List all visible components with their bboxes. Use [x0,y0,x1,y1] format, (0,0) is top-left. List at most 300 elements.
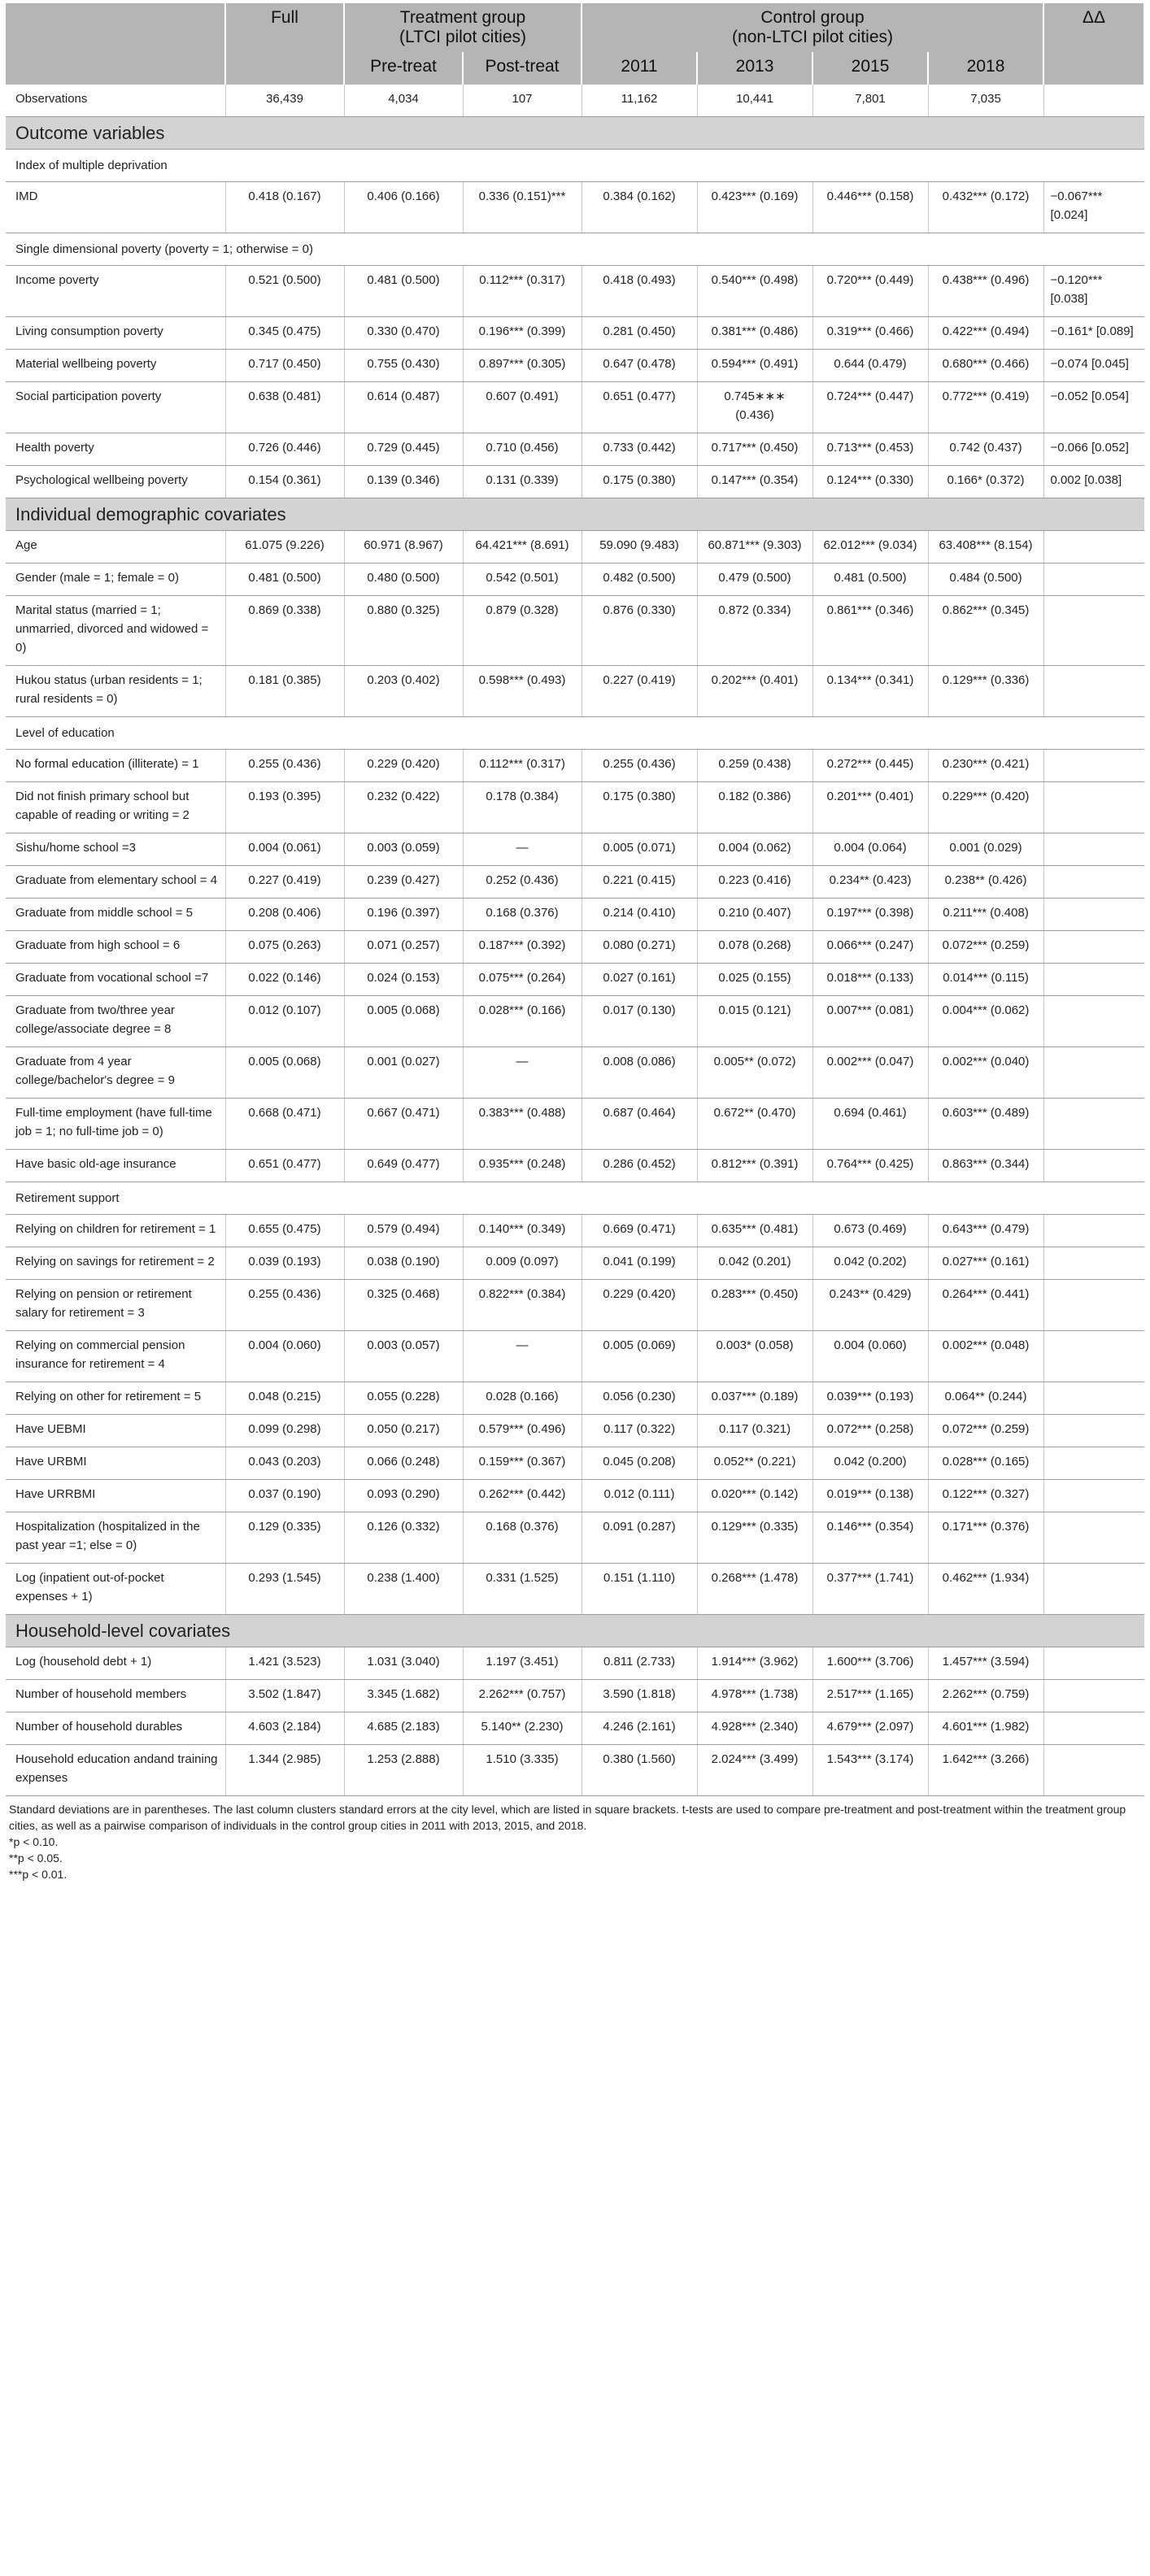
table-cell: 3.345 (1.682) [344,1680,463,1712]
section-header-row [6,117,1144,150]
table-cell: 0.479 (0.500) [697,564,812,596]
table-cell: 1.510 (3.335) [463,1745,582,1796]
table-cell: 0.227 (0.419) [225,866,344,899]
row-label: Hospitalization (hospitalized in the past year =1; else = 0) [6,1512,225,1564]
table-cell [1043,596,1144,666]
table-cell: 0.651 (0.477) [225,1150,344,1182]
table-cell [1043,1150,1144,1182]
header-treatment-title: Treatment group [399,8,526,27]
table-cell: 0.672** (0.470) [697,1099,812,1150]
table-row [6,433,1144,466]
table-cell: 1.457*** (3.594) [928,1647,1043,1680]
table-cell: 0.151 (1.110) [582,1564,697,1615]
row-label: Have URRBMI [6,1480,225,1512]
table-cell: 0.004 (0.062) [697,833,812,866]
table-cell: 0.210 (0.407) [697,899,812,931]
table-cell: 0.281 (0.450) [582,317,697,350]
table-cell: 0.462*** (1.934) [928,1564,1043,1615]
table-cell: 0.038 (0.190) [344,1247,463,1280]
table-row [6,964,1144,996]
row-label: Age [6,531,225,564]
table-cell: 0.027 (0.161) [582,964,697,996]
table-cell: 4.603 (2.184) [225,1712,344,1745]
table-cell: 0.122*** (0.327) [928,1480,1043,1512]
table-row [6,1564,1144,1615]
table-cell: 0.005 (0.068) [344,996,463,1047]
table-cell: 0.175 (0.380) [582,782,697,833]
table-cell: 0.594*** (0.491) [697,350,812,382]
row-label: Have UEBMI [6,1415,225,1447]
table-row [6,382,1144,433]
table-row [6,833,1144,866]
header-year-2011: 2011 [582,52,697,85]
row-label: Psychological wellbeing poverty [6,466,225,498]
table-cell: 0.050 (0.217) [344,1415,463,1447]
row-label: Health poverty [6,433,225,466]
table-cell: 0.129*** (0.335) [697,1512,812,1564]
table-cell: 0.668 (0.471) [225,1099,344,1150]
table-cell: 0.002 [0.038] [1043,466,1144,498]
table-row [6,1150,1144,1182]
row-label: Observations [6,85,225,117]
table-cell: 0.669 (0.471) [582,1215,697,1247]
table-cell: 0.667 (0.471) [344,1099,463,1150]
table-cell [1043,1047,1144,1099]
table-cell: 0.480 (0.500) [344,564,463,596]
table-row [6,1647,1144,1680]
table-cell: 0.003 (0.057) [344,1331,463,1382]
row-label: Social participation poverty [6,382,225,433]
table-cell: 0.381*** (0.486) [697,317,812,350]
table-cell: 0.196 (0.397) [344,899,463,931]
table-cell: 0.131 (0.339) [463,466,582,498]
table-cell: 4.928*** (2.340) [697,1712,812,1745]
table-cell: 0.196*** (0.399) [463,317,582,350]
table-cell: 4.685 (2.183) [344,1712,463,1745]
table-cell: 0.755 (0.430) [344,350,463,382]
table-cell: 0.229 (0.420) [582,1280,697,1331]
table-cell: 0.168 (0.376) [463,1512,582,1564]
table-cell: −0.161* [0.089] [1043,317,1144,350]
table-cell: 0.863*** (0.344) [928,1150,1043,1182]
table-cell: 0.214 (0.410) [582,899,697,931]
table-cell [1043,1680,1144,1712]
table-cell: 0.019*** (0.138) [812,1480,928,1512]
table-cell: 7,801 [812,85,928,117]
table-cell: 0.037*** (0.189) [697,1382,812,1415]
table-cell: 0.418 (0.167) [225,182,344,233]
header-pre-treat: Pre-treat [344,52,463,85]
table-cell: — [463,1331,582,1382]
row-label: IMD [6,182,225,233]
table-cell: 0.876 (0.330) [582,596,697,666]
table-cell: 0.091 (0.287) [582,1512,697,1564]
table-cell: 0.146*** (0.354) [812,1512,928,1564]
table-header [6,3,1144,85]
table-cell: 0.579 (0.494) [344,1215,463,1247]
table-cell: 0.129*** (0.336) [928,666,1043,717]
table-cell: 1.543*** (3.174) [812,1745,928,1796]
table-cell [1043,1564,1144,1615]
row-label: Household education andand training expenses [6,1745,225,1796]
row-label: Full-time employment (have full-time job = 1; no full-time job = 0) [6,1099,225,1150]
table-cell: 0.099 (0.298) [225,1415,344,1447]
table-cell: 0.481 (0.500) [344,266,463,317]
table-cell: — [463,1047,582,1099]
header-stub [6,3,225,52]
header-year-2015: 2015 [812,52,928,85]
table-cell: 0.201*** (0.401) [812,782,928,833]
header-year-2018: 2018 [928,52,1043,85]
table-cell: 0.147*** (0.354) [697,466,812,498]
table-cell: 0.484 (0.500) [928,564,1043,596]
table-cell: — [463,833,582,866]
table-cell: 1.914*** (3.962) [697,1647,812,1680]
table-cell: 0.014*** (0.115) [928,964,1043,996]
table-cell [1043,1415,1144,1447]
table-cell: 0.005 (0.068) [225,1047,344,1099]
table-cell: 0.238** (0.426) [928,866,1043,899]
table-cell: 0.056 (0.230) [582,1382,697,1415]
table-cell: 0.025 (0.155) [697,964,812,996]
table-cell: 0.159*** (0.367) [463,1447,582,1480]
row-label: Number of household members [6,1680,225,1712]
table-cell: 0.012 (0.111) [582,1480,697,1512]
table-cell: 0.264*** (0.441) [928,1280,1043,1331]
table-cell: −0.052 [0.054] [1043,382,1144,433]
row-label: Number of household durables [6,1712,225,1745]
note-line: ***p < 0.01. [9,1868,68,1881]
table-cell: 0.041 (0.199) [582,1247,697,1280]
table-cell: 0.255 (0.436) [225,750,344,782]
table-cell: 0.117 (0.321) [697,1415,812,1447]
table-cell [1043,1280,1144,1331]
table-cell: 1.344 (2.985) [225,1745,344,1796]
table-cell: 0.052** (0.221) [697,1447,812,1480]
table-row [6,782,1144,833]
table-cell: 0.005** (0.072) [697,1047,812,1099]
table-row [6,1512,1144,1564]
table-cell: 0.154 (0.361) [225,466,344,498]
row-label: Marital status (married = 1; unmarried, divorced and widowed = 0) [6,596,225,666]
table-row [6,1047,1144,1099]
table-cell: 1.600*** (3.706) [812,1647,928,1680]
section-label: Outcome variables [6,117,1144,150]
table-cell: 61.075 (9.226) [225,531,344,564]
table-cell [1043,996,1144,1047]
summary-statistics-table [6,3,1145,1796]
table-cell: 0.001 (0.029) [928,833,1043,866]
table-cell: 0.124*** (0.330) [812,466,928,498]
table-cell: 0.202*** (0.401) [697,666,812,717]
table-cell: 0.872 (0.334) [697,596,812,666]
table-cell: 0.223 (0.416) [697,866,812,899]
table-cell: 0.255 (0.436) [225,1280,344,1331]
table-cell: 0.221 (0.415) [582,866,697,899]
row-label: Hukou status (urban residents = 1; rural residents = 0) [6,666,225,717]
subsection-label: Retirement support [6,1182,1144,1215]
table-cell: 0.039 (0.193) [225,1247,344,1280]
section-header-row [6,1615,1144,1647]
table-cell [1043,666,1144,717]
table-cell: 0.579*** (0.496) [463,1415,582,1447]
table-cell: 0.075*** (0.264) [463,964,582,996]
table-cell: 0.002*** (0.048) [928,1331,1043,1382]
table-cell: 0.377*** (1.741) [812,1564,928,1615]
table-cell: 0.028*** (0.166) [463,996,582,1047]
table-cell: 0.384 (0.162) [582,182,697,233]
table-cell: 0.112*** (0.317) [463,266,582,317]
table-row [6,1447,1144,1480]
table-row [6,1215,1144,1247]
table-cell [1043,1512,1144,1564]
table-cell: 0.055 (0.228) [344,1382,463,1415]
subsection-label: Index of multiple deprivation [6,150,1144,182]
table-row [6,866,1144,899]
table-cell: 0.020*** (0.142) [697,1480,812,1512]
table-cell: 0.655 (0.475) [225,1215,344,1247]
table-cell: 0.647 (0.478) [582,350,697,382]
table-cell: 0.075 (0.263) [225,931,344,964]
header-full-2 [225,52,344,85]
table-cell: 2.024*** (3.499) [697,1745,812,1796]
row-label: Graduate from high school = 6 [6,931,225,964]
table-cell: 11,162 [582,85,697,117]
table-cell: 0.178 (0.384) [463,782,582,833]
table-cell: 0.238 (1.400) [344,1564,463,1615]
table-cell: 2.262*** (0.757) [463,1680,582,1712]
row-label: Graduate from vocational school =7 [6,964,225,996]
table-cell: 0.422*** (0.494) [928,317,1043,350]
row-label: Relying on commercial pension insurance for retirement = 4 [6,1331,225,1382]
table-cell: 0.139 (0.346) [344,466,463,498]
table-cell: 0.003* (0.058) [697,1331,812,1382]
table-cell: 0.481 (0.500) [225,564,344,596]
table-cell: −0.066 [0.052] [1043,433,1144,466]
table-cell: 0.168 (0.376) [463,899,582,931]
table-cell: 0.880 (0.325) [344,596,463,666]
table-cell: 0.129 (0.335) [225,1512,344,1564]
table-cell: 0.687 (0.464) [582,1099,697,1150]
table-cell: 2.262*** (0.759) [928,1680,1043,1712]
table-cell: 0.004 (0.061) [225,833,344,866]
table-row [6,596,1144,666]
table-cell: 0.042 (0.200) [812,1447,928,1480]
table-cell: 62.012*** (9.034) [812,531,928,564]
header-treatment-subtitle: (LTCI pilot cities) [399,28,526,46]
table-cell: 0.482 (0.500) [582,564,697,596]
table-cell: 0.542 (0.501) [463,564,582,596]
table-cell: 3.502 (1.847) [225,1680,344,1712]
table-cell: 0.072*** (0.259) [928,931,1043,964]
header-control-subtitle: (non-LTCI pilot cities) [732,28,894,46]
table-cell: 0.861*** (0.346) [812,596,928,666]
table-cell [1043,1099,1144,1150]
table-cell: 0.272*** (0.445) [812,750,928,782]
table-cell: 0.293 (1.545) [225,1564,344,1615]
table-cell: 0.717 (0.450) [225,350,344,382]
table-cell: 0.432*** (0.172) [928,182,1043,233]
table-row [6,931,1144,964]
table-cell: 0.336 (0.151)*** [463,182,582,233]
table-cell [1043,1647,1144,1680]
table-cell: 0.181 (0.385) [225,666,344,717]
table-row [6,1280,1144,1331]
table-cell: 3.590 (1.818) [582,1680,697,1712]
table-cell: 0.733 (0.442) [582,433,697,466]
header-full: Full [225,3,344,52]
table-cell: 0.024 (0.153) [344,964,463,996]
table-cell: 0.078 (0.268) [697,931,812,964]
table-row [6,1712,1144,1745]
table-cell: 0.039*** (0.193) [812,1382,928,1415]
table-cell: 0.003 (0.059) [344,833,463,866]
section-label: Household-level covariates [6,1615,1144,1647]
row-label: Sishu/home school =3 [6,833,225,866]
table-cell [1043,1480,1144,1512]
table-cell: 0.259 (0.438) [697,750,812,782]
table-cell: 0.002*** (0.040) [928,1047,1043,1099]
table-cell: 1.253 (2.888) [344,1745,463,1796]
table-cell: 0.638 (0.481) [225,382,344,433]
table-cell: 0.635*** (0.481) [697,1215,812,1247]
row-label: Income poverty [6,266,225,317]
table-cell [1043,866,1144,899]
table-row [6,466,1144,498]
table-cell: −0.120*** [0.038] [1043,266,1144,317]
table-cell: 0.080 (0.271) [582,931,697,964]
table-cell: 0.283*** (0.450) [697,1280,812,1331]
table-cell: 0.255 (0.436) [582,750,697,782]
table-cell: 36,439 [225,85,344,117]
table-cell: 0.862*** (0.345) [928,596,1043,666]
table-cell: 0.649 (0.477) [344,1150,463,1182]
table-cell: 0.004*** (0.062) [928,996,1043,1047]
table-cell [1043,931,1144,964]
row-label: Graduate from elementary school = 4 [6,866,225,899]
table-cell [1043,1382,1144,1415]
table-cell: 0.717*** (0.450) [697,433,812,466]
table-cell: 0.182 (0.386) [697,782,812,833]
table-cell: 0.037 (0.190) [225,1480,344,1512]
note-line: **p < 0.05. [9,1852,63,1865]
table-cell: 0.710 (0.456) [463,433,582,466]
table-cell: 0.211*** (0.408) [928,899,1043,931]
header-control-group [582,3,1043,52]
table-cell: 0.140*** (0.349) [463,1215,582,1247]
table-cell [1043,85,1144,117]
table-cell: 0.252 (0.436) [463,866,582,899]
header-dd: ΔΔ [1043,3,1144,52]
table-cell: 0.093 (0.290) [344,1480,463,1512]
row-label: Graduate from 4 year college/bachelor's degree = 9 [6,1047,225,1099]
table-cell: 63.408*** (8.154) [928,531,1043,564]
table-row [6,1331,1144,1382]
table-cell: 0.230*** (0.421) [928,750,1043,782]
table-cell: 0.234** (0.423) [812,866,928,899]
table-cell: 0.001 (0.027) [344,1047,463,1099]
table-cell: 0.027*** (0.161) [928,1247,1043,1280]
table-cell: 0.002*** (0.047) [812,1047,928,1099]
table-cell: 0.028 (0.166) [463,1382,582,1415]
table-row [6,85,1144,117]
table-cell: 0.232 (0.422) [344,782,463,833]
table-cell: 0.380 (1.560) [582,1745,697,1796]
table-cell: 0.726 (0.446) [225,433,344,466]
table-cell: 0.117 (0.322) [582,1415,697,1447]
table-cell: 0.229 (0.420) [344,750,463,782]
table-cell: 0.446*** (0.158) [812,182,928,233]
table-cell: 64.421*** (8.691) [463,531,582,564]
note-line: Standard deviations are in parentheses. The last column clusters standard errors at the city level, which are listed in square brackets. t-tests are used to compare pre-treatment and post-treatment within the treatment group cities, as well as a pairwise comparison of individuals in the control group cities in 2011 with 2013, 2015, and 2018. [9,1803,1126,1832]
table-cell [1043,1215,1144,1247]
table-cell: 0.745∗∗∗ (0.436) [697,382,812,433]
table-cell: 0.598*** (0.493) [463,666,582,717]
table-row [6,1480,1144,1512]
table-cell: 0.012 (0.107) [225,996,344,1047]
table-cell: 0.187*** (0.392) [463,931,582,964]
table-cell: 59.090 (9.483) [582,531,697,564]
table-cell: 0.197*** (0.398) [812,899,928,931]
section-header-row [6,498,1144,531]
table-cell: 0.066*** (0.247) [812,931,928,964]
table-cell: 4.601*** (1.982) [928,1712,1043,1745]
table-cell: 0.042 (0.201) [697,1247,812,1280]
table-cell: 0.268*** (1.478) [697,1564,812,1615]
table-cell: 0.005 (0.069) [582,1331,697,1382]
table-cell: 4.679*** (2.097) [812,1712,928,1745]
row-label: Relying on children for retirement = 1 [6,1215,225,1247]
table-cell: 0.764*** (0.425) [812,1150,928,1182]
table-cell: 0.203 (0.402) [344,666,463,717]
table-cell: 0.064** (0.244) [928,1382,1043,1415]
table-cell: 0.673 (0.469) [812,1215,928,1247]
table-cell: 0.724*** (0.447) [812,382,928,433]
table-cell: 0.651 (0.477) [582,382,697,433]
row-label: Have basic old-age insurance [6,1150,225,1182]
table-cell: 0.262*** (0.442) [463,1480,582,1512]
table-cell: 0.438*** (0.496) [928,266,1043,317]
table-cell: 0.071 (0.257) [344,931,463,964]
table-cell: 0.521 (0.500) [225,266,344,317]
table-cell: 0.112*** (0.317) [463,750,582,782]
table-cell: 0.811 (2.733) [582,1647,697,1680]
row-label: Did not finish primary school but capable of reading or writing = 2 [6,782,225,833]
header-control-title: Control group [760,8,865,27]
row-label: Log (inpatient out-of-pocket expenses + 1) [6,1564,225,1615]
table-row [6,1382,1144,1415]
table-row [6,317,1144,350]
table-row [6,266,1144,317]
table-cell: 0.243** (0.429) [812,1280,928,1331]
table-cell: 0.066 (0.248) [344,1447,463,1480]
table-cell: 0.229*** (0.420) [928,782,1043,833]
table-cell [1043,1331,1144,1382]
table-cell [1043,1447,1144,1480]
table-cell: 0.072*** (0.259) [928,1415,1043,1447]
table-cell: 0.193 (0.395) [225,782,344,833]
table-cell: 0.540*** (0.498) [697,266,812,317]
table-cell: 1.031 (3.040) [344,1647,463,1680]
subsection-header-row [6,1182,1144,1215]
table-cell: 0.126 (0.332) [344,1512,463,1564]
table-row [6,564,1144,596]
table-cell: 0.004 (0.064) [812,833,928,866]
subsection-label: Level of education [6,717,1144,750]
table-cell: 0.897*** (0.305) [463,350,582,382]
table-cell: 0.319*** (0.466) [812,317,928,350]
table-cell: 1.642*** (3.266) [928,1745,1043,1796]
